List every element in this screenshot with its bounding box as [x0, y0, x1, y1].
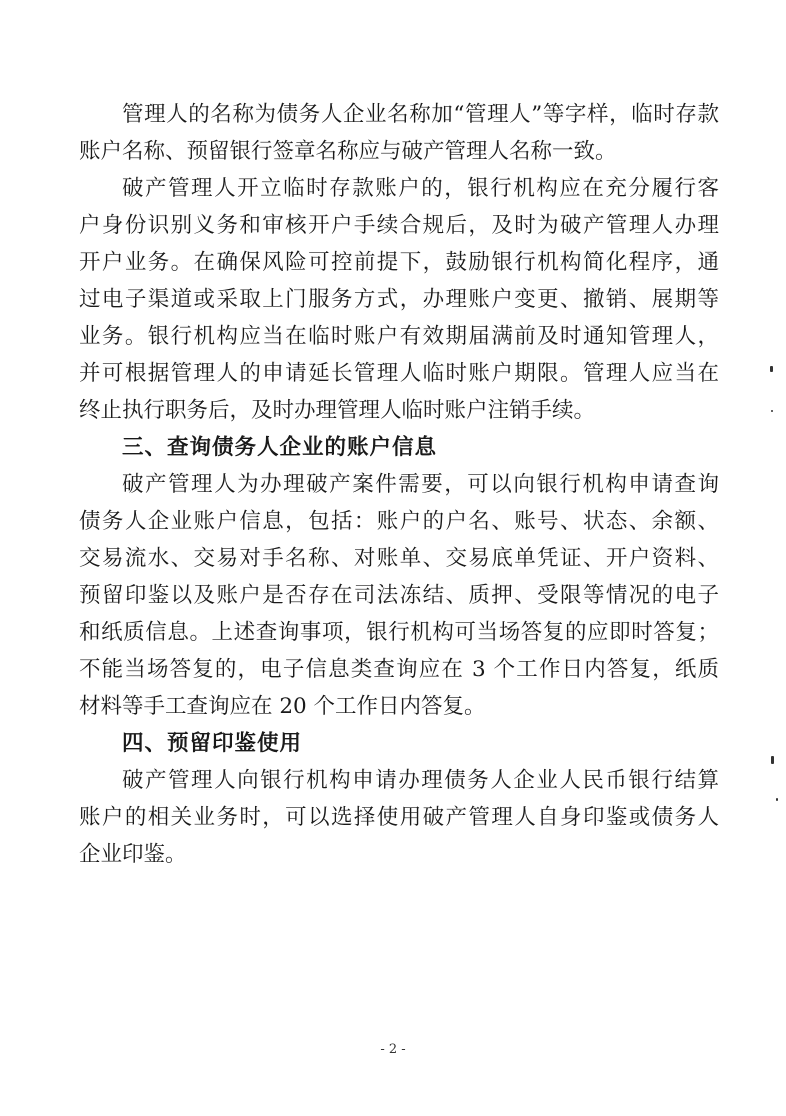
paragraph-line: 破产管理人为办理破产案件需要，可以向银行机构申请查询: [122, 472, 719, 497]
paragraph-line: 账户名称、预留银行签章名称应与破产管理人名称一致。: [79, 139, 617, 164]
scan-speck-1: [770, 366, 773, 372]
paragraph-line: 材料等手工查询应在 20 个工作日内答复。: [79, 694, 486, 719]
paragraph-line: 企业印鉴。: [79, 842, 187, 867]
paragraph-line: 终止执行职务后，及时办理管理人临时账户注销手续。: [79, 398, 596, 423]
section-heading: 三、查询债务人企业的账户信息: [122, 435, 438, 460]
scan-speck-2: [771, 410, 773, 412]
paragraph-line: 账户的相关业务时，可以选择使用破产管理人自身印鉴或债务人: [79, 805, 719, 830]
page-number: - 2 -: [380, 1042, 406, 1057]
paragraph-line: 过电子渠道或采取上门服务方式，办理账户变更、撤销、展期等: [79, 287, 719, 312]
paragraph-line: 和纸质信息。上述查询事项，银行机构可当场答复的应即时答复；: [79, 620, 719, 645]
paragraph-line: 业务。银行机构应当在临时账户有效期届满前及时通知管理人，: [79, 324, 719, 349]
body-text: [79, 96, 719, 873]
paragraph-line: 交易流水、交易对手名称、对账单、交易底单凭证、开户资料、: [79, 546, 719, 571]
scan-speck-3: [771, 756, 774, 764]
paragraph-line: 破产管理人开立临时存款账户的，银行机构应在充分履行客: [122, 176, 719, 201]
paragraph-line: 开户业务。在确保风险可控前提下，鼓励银行机构简化程序，通: [79, 250, 719, 275]
paragraph-line: 管理人的名称为债务人企业名称加“管理人”等字样，临时存款: [122, 102, 719, 127]
paragraph-line: 户身份识别义务和审核开户手续合规后，及时为破产管理人办理: [79, 213, 719, 238]
paragraph-line: 并可根据管理人的申请延长管理人临时账户期限。管理人应当在: [79, 361, 719, 386]
paragraph-line: 破产管理人向银行机构申请办理债务人企业人民币银行结算: [122, 768, 719, 793]
paragraph-line: 预留印鉴以及账户是否存在司法冻结、质押、受限等情况的电子: [79, 583, 719, 608]
paragraph-line: 不能当场答复的，电子信息类查询应在 3 个工作日内答复，纸质: [79, 657, 719, 682]
paragraph-line: 债务人企业账户信息，包括：账户的户名、账号、状态、余额、: [79, 509, 719, 534]
scan-speck-4: [776, 798, 778, 801]
section-heading: 四、预留印鉴使用: [122, 731, 303, 756]
